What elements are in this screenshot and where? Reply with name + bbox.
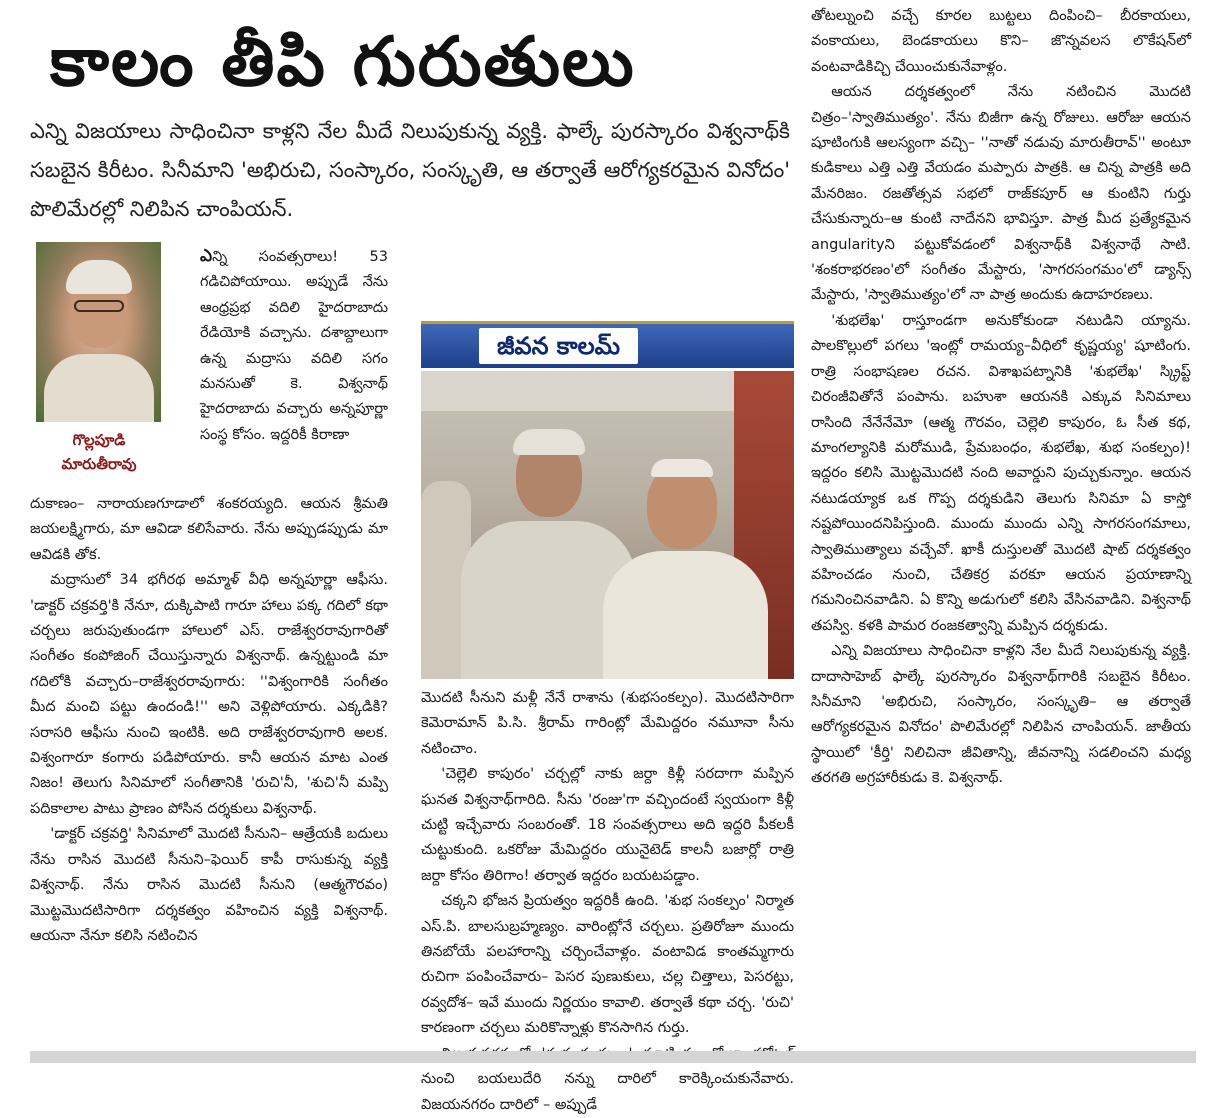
person-left-hair <box>513 429 585 455</box>
paragraph: చక్కని భోజన ప్రియత్వం ఇద్దరికీ ఉంది. 'శుభ సంకల్పం' నిర్మాత ఎస్.పి. బాలసుబ్రహ్మణ్యం. వారింట్లోనే చర్చలు. ప్రతిరోజూ ముందు తినబోయే పలహారాన్ని చర్చించేవాళ్లం. వంటావిడ కాంతమ్మగారు రుచిగా పంపించేవారు– పెసర పుణుకులు, చల్ల చిత్తాలు, పెసరట్టు, రవ్వదోశ– ఇవే ముందు నిర్ణయం కావాలి. తర్వాతే కథా చర్చ. 'రుచి' కారణంగా చర్చలు మరికొన్నాళ్లు కొనసాగిన గుర్తు. <box>421 893 794 1037</box>
person-right-hair <box>651 459 713 477</box>
group-photo <box>421 371 794 679</box>
byline-first-name: గొల్లపూడి <box>72 431 126 449</box>
deck-summary: ఎన్ని విజయాలు సాధించినా కాళ్లని నేల మీదే నిలుపుకున్న వ్యక్తి. ఫాల్కే పురస్కారం విశ్వనాథ్‌కి సబబైన కిరీటం. సినీమాని 'అభిరుచి, సంస్కారం, సంస్కృతి, ఆ తర్వాతే ఆరోగ్యకరమైన వినోదం' పొలిమేరల్లో నిలిపిన చాంపియన్. <box>30 119 790 221</box>
drop-cap: ఎ <box>200 246 213 266</box>
paragraph: ఎన్ని విజయాలు సాధించినా కాళ్లని నేల మీదే నిలుపుకున్న వ్యక్తి. దాదాసాహెబ్ ఫాల్కే పురస్కారం విశ్వనాథ్‌గారికి సబబైన కిరీటం. సినీమాని 'అభిరుచి, సంస్కారం, సంస్కృతి– ఆ తర్వాతే ఆరోగ్యకరమైన వినోదం' పొలిమేరల్లో నిలిపిన చాంపియన్. జాతీయ స్థాయిలో 'కీర్తి' నిలిచినా జీవితాన్ని, జీవనాన్ని సడలించని మధ్య తరగతి అగ్రహారీకుడు కె. విశ్వనాథ్. <box>811 643 1191 787</box>
column-1 <box>30 492 388 949</box>
photo-hair <box>66 260 132 294</box>
paragraph: ఆయన దర్శకత్వంలో నేను నటించిన మొదటి చిత్రం–'స్వాతిముత్యం'. నేను బిజీగా ఉన్న రోజులు. ఆరోజు ఆయన షూటింగుకి ఆలస్యంగా వచ్చి– ''నాతో నడువు మారుతీరావ్'' అంటూ కుడికాలు ఎత్తి ఎత్తి వేయడం మప్పారు పాత్రకి. ఆ చిన్న పాత్రకి అది మేనరిజం. రజతోత్సవ సభలో రాజ్‌కపూర్ ఆ కుంటిని గుర్తు చేసుకున్నారు–ఆ కుంటి నాదేనని భావిస్తూ. పాత్ర మీద ప్రత్యేకమైన angularityని పట్టుకోవడంలో విశ్వనాథ్‌కి విశ్వనాథే సాటి. 'శంకరాభరణం'లో సంగీతం మేస్టారు, 'సాగరసంగమం'లో డ్యాన్స్ మేస్టారు, 'స్వాతిముత్యం'లో నా పాత్ర అందుకు ఉదాహరణలు. <box>811 84 1191 304</box>
photo-glasses <box>74 300 124 312</box>
author-photo <box>36 242 161 422</box>
paragraph: తోటల్నుంచి వచ్చే కూరల బుట్టలు దింపించి– బీరకాయలు, వంకాయలు, బెండకాయలు కొని– జొన్నవలస లొకేషన్‌లో వంటవాడికిచ్చి చేయించుకునేవాళ్లం. <box>811 8 1191 75</box>
person-right-head <box>647 465 717 549</box>
opening-paragraph <box>200 244 388 448</box>
paragraph: మద్రాసులో 34 భగీరథ అమ్మాళ్ వీధి అన్నపూర్ణా ఆఫీసు. 'డాక్టర్ చక్రవర్తి'కి నేనూ, దుక్కిపాటి గారూ హాలు పక్క గదిలో కథా చర్చలు జరుపుతుండగా హాలులో ఎస్. రాజేశ్వరరావుగారితో సంగీతం కంపోజింగ్ చేయిస్తున్నారు విశ్వనాథ్. ఉన్నట్టుండి మా గదిలోకి వచ్చారు–రాజేశ్వరరావుగారు: ''విశ్వంగారికి సంగీతం మీద మంచి పట్టు ఉందండి!'' అని వెళ్లిపోయారు. ఎక్కడికి? సరాసరి ఆఫీసు నుంచి ఇంటికి. అది రాజేశ్వరరావుగారి అలక. విశ్వంగారూ కంగారు పడిపోయారు. కానీ ఆయన మాట ఎంత నిజం! తెలుగు సినిమాలో సంగీతానికి 'రుచి'నీ, 'శుచి'నీ మప్పి పదికాలాల పాటు ప్రాణం పోసిన దర్శకులు విశ్వనాథ్. <box>30 572 388 817</box>
opening-text: న్ని సంవత్సరాలు! 53 గడిచిపోయాయి. అప్పుడే నేను ఆంధ్రప్రభ వదిలి హైదరాబాదు రేడియోకి వచ్చాను. దశాబ్దాలుగా ఉన్న మద్రాసు వదిలి సగం మనసుతో కె. విశ్వనాథ్ హైదరాబాదు వచ్చారు అన్నపూర్ణా సంస్థ కోసం. ఇద్దరికీ కిరాణా <box>200 249 388 443</box>
column-banner <box>421 321 794 368</box>
paragraph: 'శుభలేఖ' రాస్తూండగా అనుకోకుండా నటుడిని య్యాను. పాలకొల్లులో పగలు 'ఇంట్లో రామయ్య–వీధిలో కృష్ణయ్య' షూటింగు. రాత్రి సంభాషణల రచన. విశాఖపట్నానికి 'శుభలేఖ' స్క్రిప్ట్ చిరంజీవితోనే పంపాను. బహుశా ఆయనకి ఎక్కువ సినిమాలు రాసింది నేనేనేమో (ఆత్మ గౌరవం, చెల్లెలి కాపురం, ఓ సీత కథ, మాంగల్యానికి మరోముడి, ప్రేమబంధం, శుభలేఖ, శుభ సంకల్పం)! ఇద్దరం కలిసి మొట్టమొదటి నంది అవార్డుని పుచ్చుకున్నాం. ఆయన నటుడయ్యాక ఒక గొప్ప దర్శకుడిని తెలుగు సినిమా ఏ కాస్తో నష్టపోయిందనిపిస్తుంది. ముందు ముందు ఎన్ని సాగరసంగమాలు, స్వాతిముత్యాలు వచ్చేవో. ఖాకీ దుస్తులతో మొదటి షాట్ దర్శకత్వం వహించడం నుంచి, చేతికర్ర వరకూ ఆయన ప్రయాణాన్ని గమనించినవాడిని. ఏ కొన్ని అడుగులో కలిసి వేసినవాడిని. విశ్వనాథ్ తపస్వి. కళకి పామర రంజకత్వాన్ని మప్పిన దర్శకుడు. <box>811 312 1191 634</box>
column-label: జీవన కాలమ్ <box>479 328 638 364</box>
photo-shirt <box>44 354 154 422</box>
paragraph: 'చెల్లెలి కాపురం' చర్చల్లో నాకు జర్దా కిళ్లీ సరదాగా మప్పిన ఘనత విశ్వనాథ్‌గారిది. సీను 'రంజు'గా వచ్చిందంటే స్వయంగా కిళ్లీ చుట్టి ఇచ్చేవారు సంబరంతో. 18 సంవత్సరాలు అది ఇద్దరి పీకలకీ చుట్టుకుంది. ఒకరోజు మేమిద్దరం యునైటెడ్ కాలనీ బజార్లో రాత్రి జర్దా కోసం తిరిగాం! తర్వాత ఇద్దరం బయటపడ్డాం. <box>421 766 794 884</box>
bottom-rule <box>30 1051 1196 1063</box>
byline-last-name: మారుతీరావు <box>61 455 137 473</box>
column-1-top <box>200 244 388 448</box>
paragraph: మొదటి సీనుని మళ్లీ నేనే రాశాను (శుభసంకల్పం). మొదటిసారిగా కెమెరామాన్ పి.సి. శ్రీరామ్ గారింట్లో మేమిద్దరం నమూనా సీను నటించాం. <box>421 690 794 757</box>
paragraph: దుకాణం– నారాయణగూడాలో శంకరయ్యది. ఆయన శ్రీమతి జయలక్ష్మిగారు, మా ఆవిడా కలిసేవారు. నేను అప్పుడప్పుడు మా ఆవిడకి తోక. <box>30 496 388 563</box>
column-3 <box>811 4 1191 792</box>
paragraph: నుంచి బయలుదేరి నన్ను దారిలో కారెక్కించుకునేవారు. విజయనగరం దారిలో – అప్పుడే <box>421 1071 794 1113</box>
person-right-body <box>603 551 768 679</box>
paragraph: 'డాక్టర్ చక్రవర్తి' సినిమాలో మొదటి సీనుని– ఆత్రేయకి బదులు నేను రాసిన మొదటి సీనుని–ఫెయిర్ కాపీ రాసుకున్న వ్యక్తి విశ్వనాథ్. నేను రాసిన మొదటి సీనుని (ఆత్మగౌరవం) మొట్టమొదటిసారిగా దర్శకత్వం వహించిన వ్యక్తి విశ్వనాథ్. ఆయనా నేనూ కలిసి నటించిన <box>30 826 388 944</box>
headline: కాలం తీపి గురుతులు <box>50 23 636 102</box>
byline <box>44 428 154 476</box>
